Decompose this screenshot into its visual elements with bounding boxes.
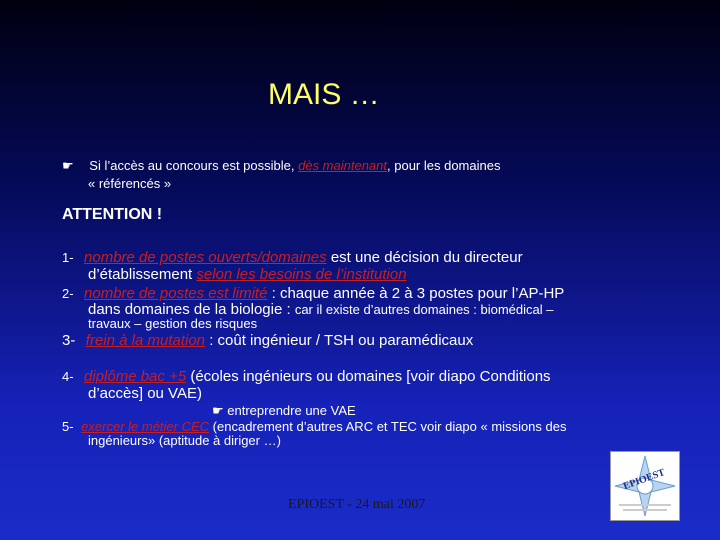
- intro-text-a: Si l’accès au concours est possible,: [89, 158, 299, 173]
- item-3-text: : coût ingénieur / TSH ou paramédicaux: [205, 332, 474, 349]
- item-4: [62, 368, 551, 386]
- logo: [610, 451, 680, 521]
- item-1-text: est une décision du directeur: [326, 249, 523, 266]
- logo-text: EPIOEST: [621, 467, 667, 493]
- pointing-hand-icon: ☛: [62, 158, 74, 173]
- item-1-highlight: nombre de postes ouverts/domaines: [84, 249, 327, 266]
- attention-heading: ATTENTION !: [62, 206, 163, 223]
- item-1: [62, 249, 523, 267]
- item-4-line2: d’accès] ou VAE): [88, 385, 202, 402]
- intro-line2: « référencés »: [88, 176, 172, 191]
- item-2-highlight: nombre de postes est limité: [84, 285, 268, 302]
- item-4-sub: [212, 402, 356, 419]
- logo-star-icon: [611, 452, 679, 520]
- intro-bullet: [62, 157, 500, 174]
- footer-text: EPIOEST - 24 mai 2007: [288, 497, 426, 512]
- item-2-number: 2-: [62, 286, 74, 301]
- item-3-highlight: frein à la mutation: [85, 332, 206, 349]
- item-2-text: : chaque année à 2 à 3 postes pour l’AP-HP: [267, 285, 565, 302]
- intro-text-b: , pour les domaines: [387, 158, 501, 173]
- pointing-hand-icon: ☛: [212, 403, 224, 418]
- item-1-number: 1-: [62, 250, 74, 265]
- item-2-line3: travaux – gestion des risques: [88, 316, 258, 331]
- item-5-text: (encadrement d’autres ARC et TEC voir diapo « missions des: [209, 419, 567, 434]
- intro-highlight: dès maintenant: [298, 158, 388, 173]
- item-4-number: 4-: [62, 369, 74, 384]
- item-1-text2: d’établissement: [88, 266, 197, 283]
- item-1-line2: [88, 266, 407, 283]
- item-5-number: 5-: [62, 419, 74, 434]
- item-4-sub-text: entreprendre une VAE: [227, 403, 356, 418]
- item-4-highlight: diplôme bac +5: [84, 368, 187, 385]
- slide-title: MAIS …: [268, 78, 380, 111]
- item-3: [62, 332, 473, 350]
- item-5-highlight: exercer le métier CEC: [81, 419, 210, 434]
- item-2-text2b: car il existe d’autres domaines : biomédical –: [294, 302, 554, 317]
- item-4-text: (écoles ingénieurs ou domaines [voir diapo Conditions: [186, 368, 551, 385]
- item-1-highlight2: selon les besoins de l’institution: [196, 266, 407, 283]
- item-5-line2: ingénieurs» (aptitude à diriger …): [88, 433, 281, 448]
- item-2-text2a: dans domaines de la biologie :: [88, 301, 295, 318]
- item-3-number: 3-: [62, 332, 76, 349]
